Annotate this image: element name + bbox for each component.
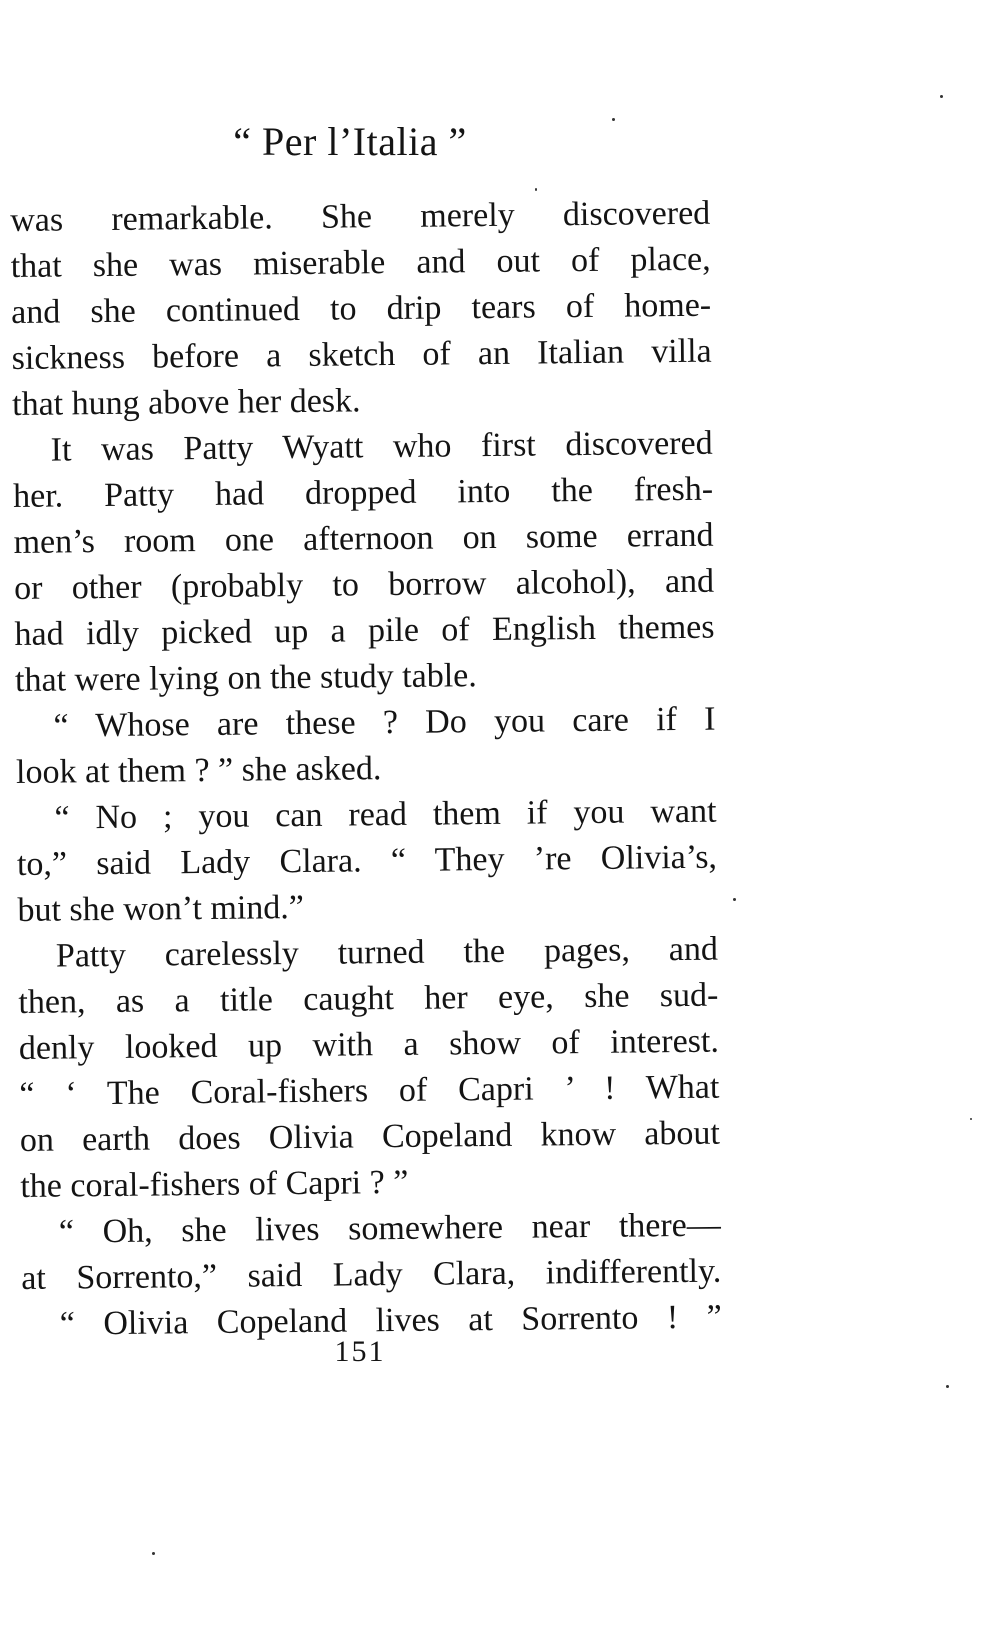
text-line: denly looked up with a show of interest. [18,1022,720,1067]
text-line: It was Patty Wyatt who first discovered [50,424,713,469]
text-line: and she continued to drip tears of home- [11,286,712,331]
scan-speck [970,1118,972,1120]
scan-speck [733,898,736,901]
text-line: “ No ; you can read them if you want [54,792,717,837]
text-line: that she was miserable and out of place, [10,240,711,285]
scan-speck [940,95,943,98]
scan-speck [946,1385,949,1388]
text-line: look at them ? ” she asked. [15,750,382,791]
body-text [10,191,722,1348]
text-line: had idly picked up a pile of English themes [14,608,715,653]
page-number: 151 [334,1335,386,1368]
text-line: sickness before a sketch of an Italian villa [11,332,712,377]
scan-speck [612,118,615,121]
running-head: “ Per l’Italia ” [233,119,467,164]
text-line: the coral-fishers of Capri ? ” [20,1163,409,1205]
text-line: was remarkable. She merely discovered [10,194,711,239]
text-line: that were lying on the study table. [14,657,477,699]
text-line: but she won’t mind.” [17,888,305,929]
scan-speck [152,1552,155,1555]
text-line: that hung above her desk. [11,382,361,423]
text-line: at Sorrento,” said Lady Clara, indifferently. [21,1252,722,1297]
text-line: her. Patty had dropped into the fresh- [12,470,714,515]
text-line: Patty carelessly turned the pages, and [55,930,719,975]
text-line: on earth does Olivia Copeland know about [19,1114,721,1159]
text-line: “ Oh, she lives somewhere near there— [58,1206,721,1251]
text-line: “ Olivia Copeland lives at Sorrento ! ” [59,1298,722,1343]
text-line: then, as a title caught her eye, she sud- [18,976,719,1021]
text-line: “ ‘ The Coral-fishers of Capri ’ ! What [19,1068,720,1113]
text-line: to,” said Lady Clara. “ They ’re Olivia’s, [16,838,718,883]
text-line: or other (probably to borrow alcohol), and [13,562,715,607]
scan-speck [535,188,537,191]
text-line: men’s room one afternoon on some errand [13,516,714,561]
text-line: “ Whose are these ? Do you care if I [53,700,716,745]
